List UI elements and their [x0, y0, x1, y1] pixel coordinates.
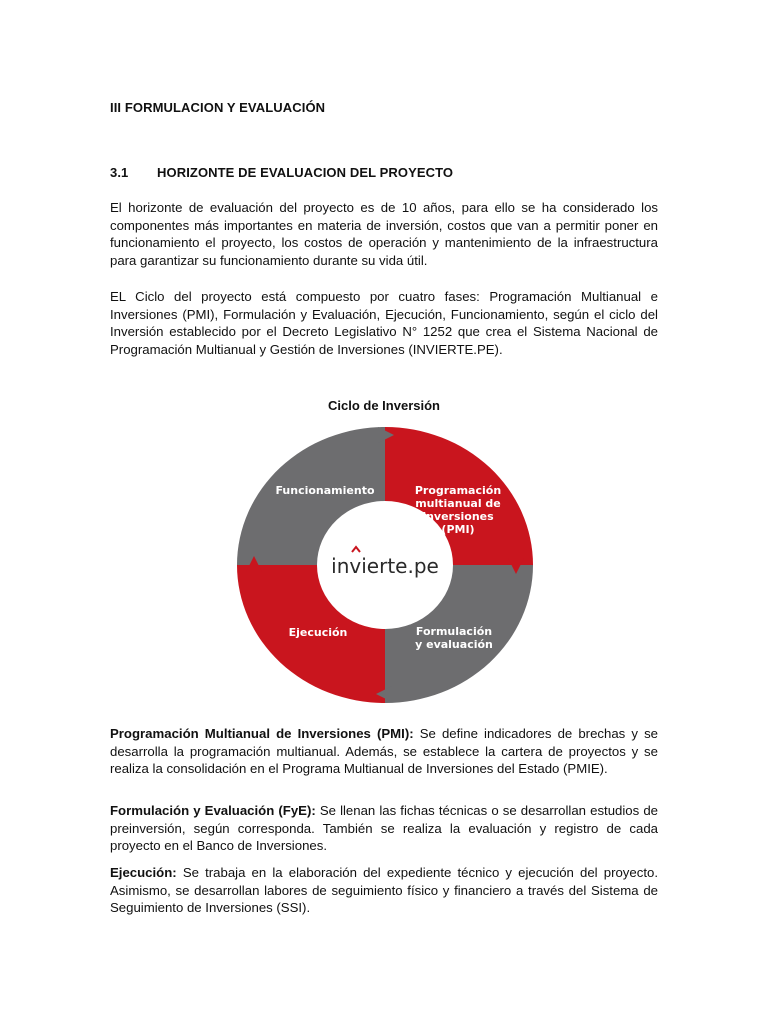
- subsection-heading: [110, 165, 453, 180]
- invierte-logo-text: invierte.pe: [331, 554, 439, 578]
- label-funcionamiento: Funcionamiento: [275, 484, 375, 497]
- definition-term: Formulación y Evaluación (FyE):: [110, 803, 316, 818]
- subsection-title: HORIZONTE DE EVALUACION DEL PROYECTO: [157, 165, 454, 180]
- section-title: III FORMULACION Y EVALUACIÓN: [110, 100, 326, 115]
- definition-ejecucion: [110, 864, 658, 917]
- label-pmi-line1: Programación: [414, 484, 502, 497]
- paragraph-cycle: EL Ciclo del proyecto está compuesto por cuatro fases: Programación Multianual e Inversiones (PMI), Formulación y Evaluación, Ejecución, Funcionamiento, según el ciclo del Inversión establecido por el Decreto Legislativo N° 1252 que crea el Sistema Nacional de Programación Multianual y Gestión de Inversiones (INVIERTE.PE).: [110, 289, 658, 357]
- label-pmi-line3: inversiones: [422, 510, 494, 523]
- subsection-number: 3.1: [110, 165, 129, 180]
- investment-cycle-diagram: [230, 418, 540, 712]
- definition-fye: [110, 802, 658, 855]
- definition-text: Se define indicadores de brechas y se desarrolla la programación multianual. Además, se establece la cartera de proyectos y se realiza la consolidación en el Programa Multianual de Inversiones del Estado (PMIE).: [110, 726, 658, 777]
- definition-pmi: [110, 725, 658, 778]
- figure-title: Ciclo de Inversión: [328, 398, 440, 413]
- label-ejecucion: Ejecución: [288, 626, 348, 639]
- definition-term: Ejecución:: [110, 865, 177, 880]
- label-fye-line2: y evaluación: [415, 638, 493, 651]
- label-pmi-line4: (PMI): [441, 523, 475, 536]
- definition-text: Se trabaja en la elaboración del expediente técnico y ejecución del proyecto. Asimismo, se desarrollan labores de seguimiento físico y financiero a través del Sistema de Seguimiento de Inversiones (SSI).: [110, 865, 658, 916]
- label-pmi-line2: multianual de: [415, 497, 501, 510]
- definition-text: Se llenan las fichas técnicas o se desarrollan estudios de preinversión, según corresponda. También se realiza la evaluación y registro de cada proyecto en el Banco de Inversiones.: [110, 803, 658, 854]
- paragraph-horizon: El horizonte de evaluación del proyecto es de 10 años, para ello se ha considerado los componentes más importantes en materia de inversión, costos que van a permitir poner en funcionamiento el proyecto, los costos de operación y mantenimiento de la infraestructura para garantizar su funcionamiento durante su vida útil.: [110, 200, 658, 268]
- label-fye-line1: Formulación: [415, 625, 493, 638]
- definition-term: Programación Multianual de Inversiones (PMI):: [110, 726, 414, 741]
